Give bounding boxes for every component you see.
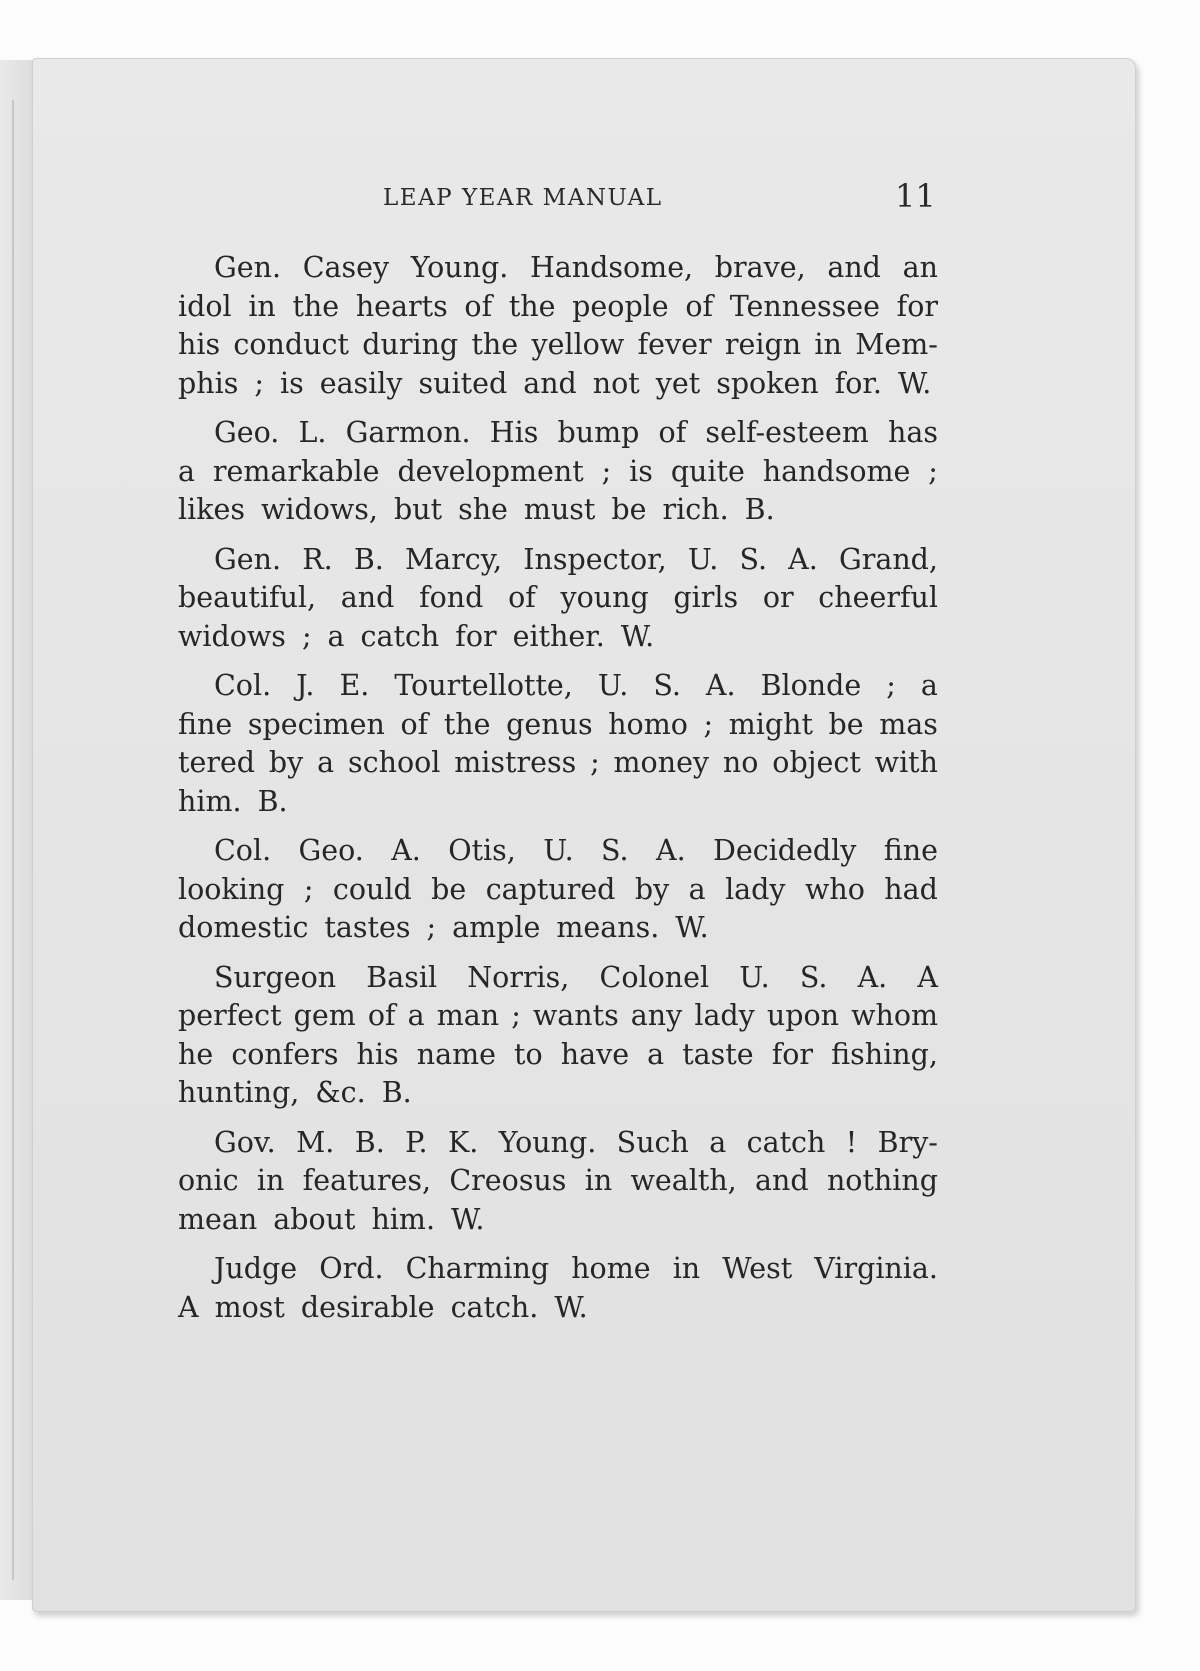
text-line: mean about him. W. <box>178 1202 485 1236</box>
text-line: domestic tastes ; ample means. W. <box>178 911 709 944</box>
book-page <box>32 58 1136 1612</box>
text-line: Gen. R. B. Marcy, Inspector, U. S. A. Grand, <box>214 542 938 576</box>
page-body <box>178 249 938 1338</box>
text-line: looking ; could be captured by a lady who had <box>178 872 938 906</box>
entry-paragraph <box>178 541 938 657</box>
text-line: perfect gem of a man ; wants any lady upon whom <box>178 999 938 1032</box>
text-line: Surgeon Basil Norris, Colonel U. S. A. A <box>214 960 938 994</box>
text-line: Col. J. E. Tourtellotte, U. S. A. Blonde ; a <box>214 669 938 702</box>
entry-paragraph <box>178 832 938 948</box>
text-line: phis ; is easily suited and not yet spoken for. W. <box>178 366 932 400</box>
page-header <box>33 177 1135 227</box>
text-line: his conduct during the yellow fever reign in Mem- <box>178 328 938 361</box>
text-line: Judge Ord. Charming home in West Virginia. <box>214 1252 938 1285</box>
text-line: likes widows, but she must be rich. B. <box>178 493 775 526</box>
text-line: tered by a school mistress ; money no object with <box>178 746 938 779</box>
text-line: beautiful, and fond of young girls or cheerful <box>178 581 938 614</box>
text-line: fine specimen of the genus homo ; might be mas <box>178 707 938 741</box>
entry-paragraph <box>178 249 938 403</box>
page-fold <box>12 100 14 1580</box>
text-line: Geo. L. Garmon. His bump of self-esteem has <box>214 416 938 449</box>
text-line: onic in features, Creosus in wealth, and nothing <box>178 1164 938 1197</box>
text-line: him. B. <box>178 784 288 818</box>
text-line: Col. Geo. A. Otis, U. S. A. Decidedly fine <box>214 834 938 867</box>
text-line: he confers his name to have a taste for fishing, <box>178 1037 938 1071</box>
entry-paragraph <box>178 1124 938 1240</box>
running-title: LEAP YEAR MANUAL <box>383 185 663 211</box>
text-line: Gen. Casey Young. Handsome, brave, and an <box>214 251 938 284</box>
text-line: a remarkable development ; is quite handsome ; <box>178 454 938 488</box>
text-line: Gov. M. B. P. K. Young. Such a catch ! Bry- <box>214 1125 938 1159</box>
entry-paragraph <box>178 414 938 530</box>
text-line: idol in the hearts of the people of Tennessee for <box>178 289 938 323</box>
page-number: 11 <box>895 177 936 215</box>
entry-paragraph <box>178 1250 938 1327</box>
entry-paragraph <box>178 959 938 1113</box>
entry-paragraph <box>178 667 938 821</box>
text-line: hunting, &c. B. <box>178 1076 412 1109</box>
text-line: A most desirable catch. W. <box>178 1290 588 1324</box>
text-line: widows ; a catch for either. W. <box>178 619 655 653</box>
